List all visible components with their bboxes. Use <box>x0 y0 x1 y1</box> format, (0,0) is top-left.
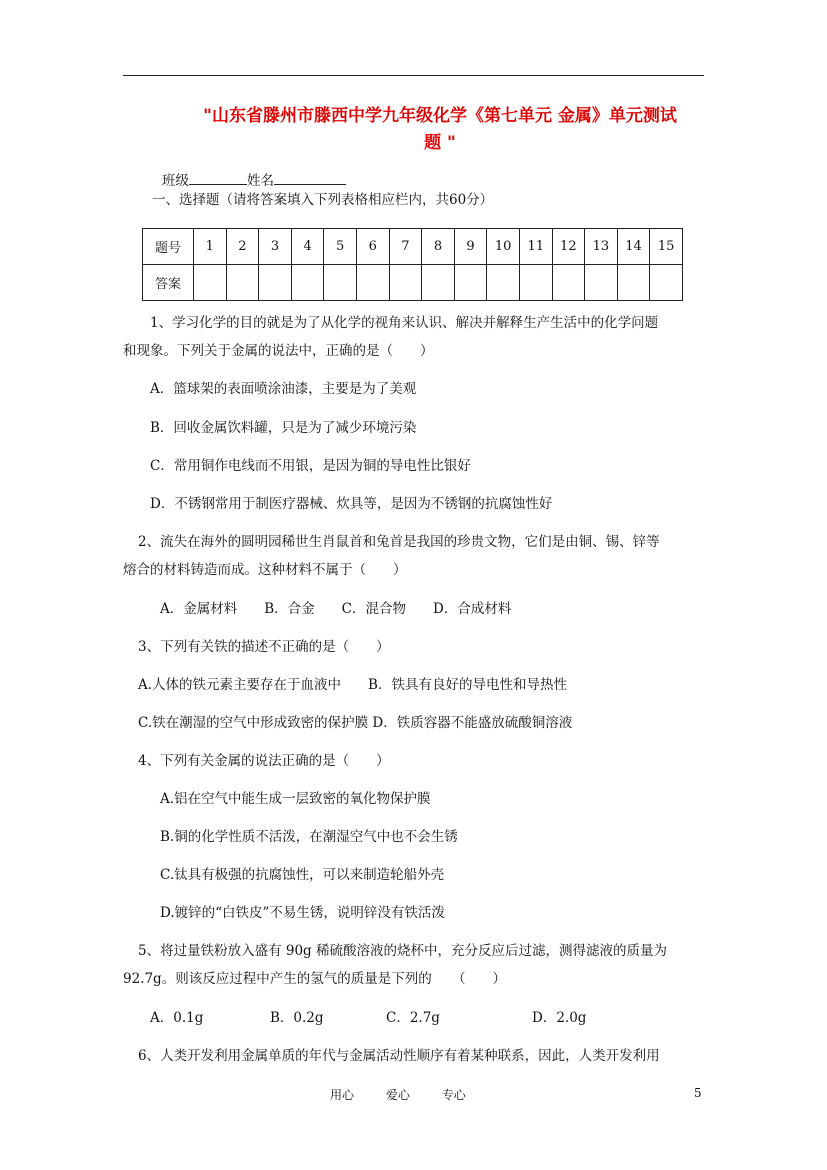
q5-stem-line-2: 92.7g。则该反应过程中产生的氢气的质量是下列的 （ ） <box>123 971 506 987</box>
question-number: 15 <box>650 229 683 265</box>
answer-cell[interactable] <box>291 265 324 301</box>
q2-stem-line-2: 熔合的材料铸造而成。这种材料不属于（ ） <box>123 562 407 578</box>
class-blank[interactable] <box>189 170 247 185</box>
q5-option-b: B．0.2g <box>270 1010 324 1026</box>
answer-cell[interactable] <box>650 265 683 301</box>
question-number: 13 <box>585 229 618 265</box>
question-number: 6 <box>356 229 389 265</box>
section-heading: 一、选择题（请将答案填入下列表格相应栏内，共60分） <box>152 192 494 208</box>
q3-options-cd: C.铁在潮湿的空气中形成致密的保护膜 D．铁质容器不能盛放硫酸铜溶液 <box>138 715 573 731</box>
q3-options-ab: A.人体的铁元素主要存在于血液中 B．铁具有良好的导电性和导热性 <box>138 677 567 693</box>
q1-option-a: A．篮球架的表面喷涂油漆，主要是为了美观 <box>150 381 417 397</box>
page-title <box>160 103 720 157</box>
q4-option-b: B.铜的化学性质不活泼，在潮湿空气中也不会生锈 <box>160 829 458 845</box>
q1-stem-line-2: 和现象。下列关于金属的说法中，正确的是（ ） <box>123 343 434 359</box>
answer-cell[interactable] <box>259 265 292 301</box>
answer-table <box>142 228 683 301</box>
q4-option-a: A.铝在空气中能生成一层致密的氧化物保护膜 <box>160 791 431 807</box>
footer-word: 用心 <box>330 1088 355 1102</box>
q5-option-a: A．0.1g <box>150 1010 204 1026</box>
question-number: 10 <box>487 229 520 265</box>
answer-cell[interactable] <box>585 265 618 301</box>
answer-cell[interactable] <box>389 265 422 301</box>
q5-option-d: D．2.0g <box>532 1010 587 1026</box>
q4-stem: 4、下列有关金属的说法正确的是（ ） <box>138 753 390 769</box>
answer-cell[interactable] <box>422 265 455 301</box>
q1-option-d: D．不锈钢常用于制医疗器械、炊具等，是因为不锈钢的抗腐蚀性好 <box>150 496 553 512</box>
name-blank[interactable] <box>274 170 346 185</box>
name-label: 姓名 <box>247 173 274 189</box>
title-line-1: "山东省滕州市滕西中学九年级化学《第七单元 金属》单元测试 <box>203 106 677 126</box>
q5-stem-line-1: 5、将过量铁粉放入盛有 90g 稀硫酸溶液的烧杯中，充分反应后过滤，测得滤液的质量为 <box>138 943 667 959</box>
question-number: 11 <box>519 229 552 265</box>
answer-cell[interactable] <box>519 265 552 301</box>
student-info <box>162 170 346 191</box>
question-number: 9 <box>454 229 487 265</box>
footer-motto <box>330 1086 494 1103</box>
footer-word: 爱心 <box>385 1088 410 1102</box>
q5-option-c: C．2.7g <box>386 1010 440 1026</box>
q6-stem-line-1: 6、人类开发利用金属单质的年代与金属活动性顺序有着某种联系，因此，人类开发利用 <box>138 1048 660 1064</box>
class-label: 班级 <box>162 173 189 189</box>
answer-cell[interactable] <box>454 265 487 301</box>
answer-cell[interactable] <box>487 265 520 301</box>
answer-cell[interactable] <box>356 265 389 301</box>
answer-cell[interactable] <box>194 265 227 301</box>
q1-option-b: B．回收金属饮料罐，只是为了减少环境污染 <box>150 420 417 436</box>
answer-table-number-row <box>143 229 683 265</box>
top-rule <box>123 75 704 76</box>
q3-stem: 3、下列有关铁的描述不正确的是（ ） <box>138 639 390 655</box>
question-number: 7 <box>389 229 422 265</box>
answer-cell[interactable] <box>324 265 357 301</box>
question-number: 4 <box>291 229 324 265</box>
question-number: 2 <box>226 229 259 265</box>
q4-option-d: D.镀锌的“白铁皮”不易生锈，说明锌没有铁活泼 <box>160 905 445 921</box>
question-number: 14 <box>617 229 650 265</box>
answer-cell[interactable] <box>617 265 650 301</box>
question-number: 1 <box>194 229 227 265</box>
question-number: 12 <box>552 229 585 265</box>
q1-option-c: C．常用铜作电线而不用银，是因为铜的导电性比银好 <box>150 458 471 474</box>
question-number: 3 <box>259 229 292 265</box>
answer-cell[interactable] <box>552 265 585 301</box>
question-number: 8 <box>422 229 455 265</box>
q1-stem-line-1: 1、学习化学的目的就是为了从化学的视角来认识、解决并解释生产生活中的化学问题 <box>150 315 659 331</box>
title-line-2: 题 " <box>424 133 456 153</box>
answer-cell[interactable] <box>226 265 259 301</box>
row-label-answer: 答案 <box>143 265 194 301</box>
question-number: 5 <box>324 229 357 265</box>
page-number: 5 <box>694 1086 702 1100</box>
answer-table-answer-row <box>143 265 683 301</box>
footer-word: 专心 <box>441 1088 466 1102</box>
q2-options: A．金属材料 B．合金 C．混合物 D．合成材料 <box>160 601 512 617</box>
row-label-number: 题号 <box>143 229 194 265</box>
q4-option-c: C.钛具有极强的抗腐蚀性，可以来制造轮船外壳 <box>160 867 445 883</box>
q2-stem-line-1: 2、流失在海外的圆明园稀世生肖鼠首和兔首是我国的珍贵文物，它们是由铜、锡、锌等 <box>138 534 660 550</box>
